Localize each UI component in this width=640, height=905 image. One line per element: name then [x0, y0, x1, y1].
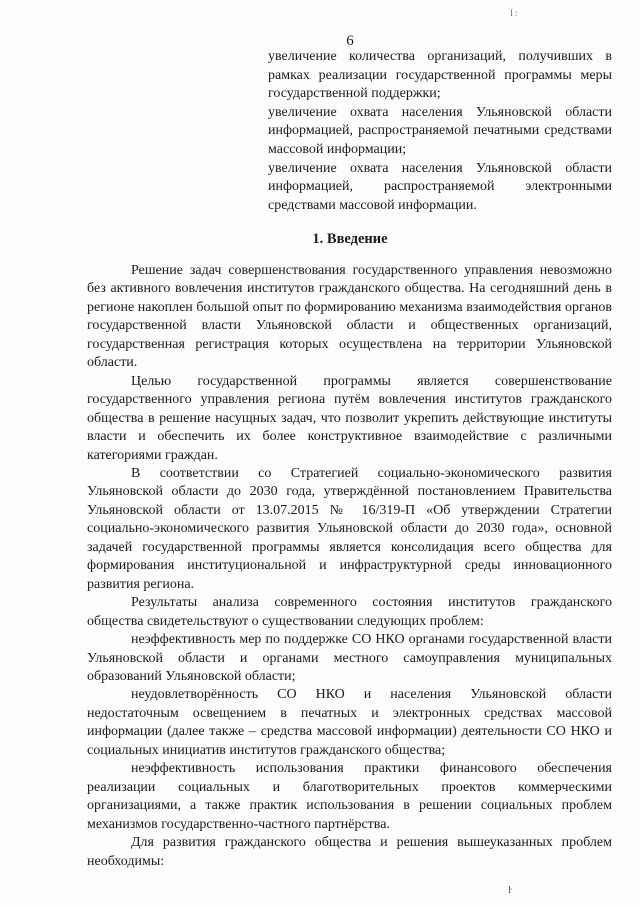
- section-body: [87, 262, 612, 871]
- paragraph: неэффективность мер по поддержке СО НКО органами государственной власти Ульяновской области и органами местного самоуправления муниципальных образований Ульяновской области;: [87, 632, 612, 684]
- paragraph: неудовлетворённость СО НКО и населения Ульяновской области недостаточным освещением в печатных и электронных средствах массовой информации (далее также – средства массовой информации) деятельности СО НКО и социальных инициатив институтов гражданского общества;: [87, 687, 612, 758]
- paragraph: Для развития гражданского общества и решения вышеуказанных проблем необходимы:: [87, 835, 612, 869]
- paragraph: Целью государственной программы является совершенствование государственного управления региона путём вовлечения институтов гражданского общества в решение насущных задач, что позволит укрепить действующие институты власти и обеспечить их более конструктивное взаимодействие с различными категориями граждан.: [87, 373, 612, 463]
- list-item: увеличение охвата населения Ульяновской области информацией, распространяемой электронными средствами массовой информации.: [268, 160, 612, 213]
- paragraph: неэффективность использования практики финансового обеспечения реализации социальных и благотворительных проектов коммерческими организациями, а также практик использования в решении социальных проблем механизмов государственно-частного партнёрства.: [87, 761, 612, 832]
- paragraph: В соответствии со Стратегией социально-экономического развития Ульяновской области до 2030 года, утверждённой постановлением Правительства Ульяновской области от 13.07.2015 № 16/319-П «Об утверждении Стратегии социально-экономического развития Ульяновской области до 2030 года», основной задачей государственной программы является консолидация всего общества для формирования институциональной и инфраструктурной среды инновационного развития региона.: [87, 465, 612, 592]
- paragraph: Результаты анализа современного состояния институтов гражданского общества свидетельствуют о существовании следующих проблем:: [87, 595, 612, 629]
- section-heading: 1. Введение: [312, 231, 388, 247]
- list-item: увеличение охвата населения Ульяновской области информацией, распространяемой печатными средствами массовой информации;: [268, 104, 612, 157]
- page-number: 6: [346, 33, 354, 49]
- list-item: увеличение количества организаций, получивших в рамках реализации государственной программы меры государственной поддержки;: [268, 49, 612, 102]
- goal-list: [268, 48, 612, 215]
- scan-mark-top: I:: [510, 8, 520, 18]
- paragraph: Решение задач совершенствования государственного управления невозможно без активного вовлечения институтов гражданского общества. На сегодняшний день в регионе накоплен большой опыт по формированию механизма взаимодействия органов государственной власти Ульяновской области и общественных организаций, государственная регистрация которых осуществлена на территории Ульяновской области.: [87, 263, 612, 371]
- scan-mark-bottom: ŀ: [508, 884, 512, 896]
